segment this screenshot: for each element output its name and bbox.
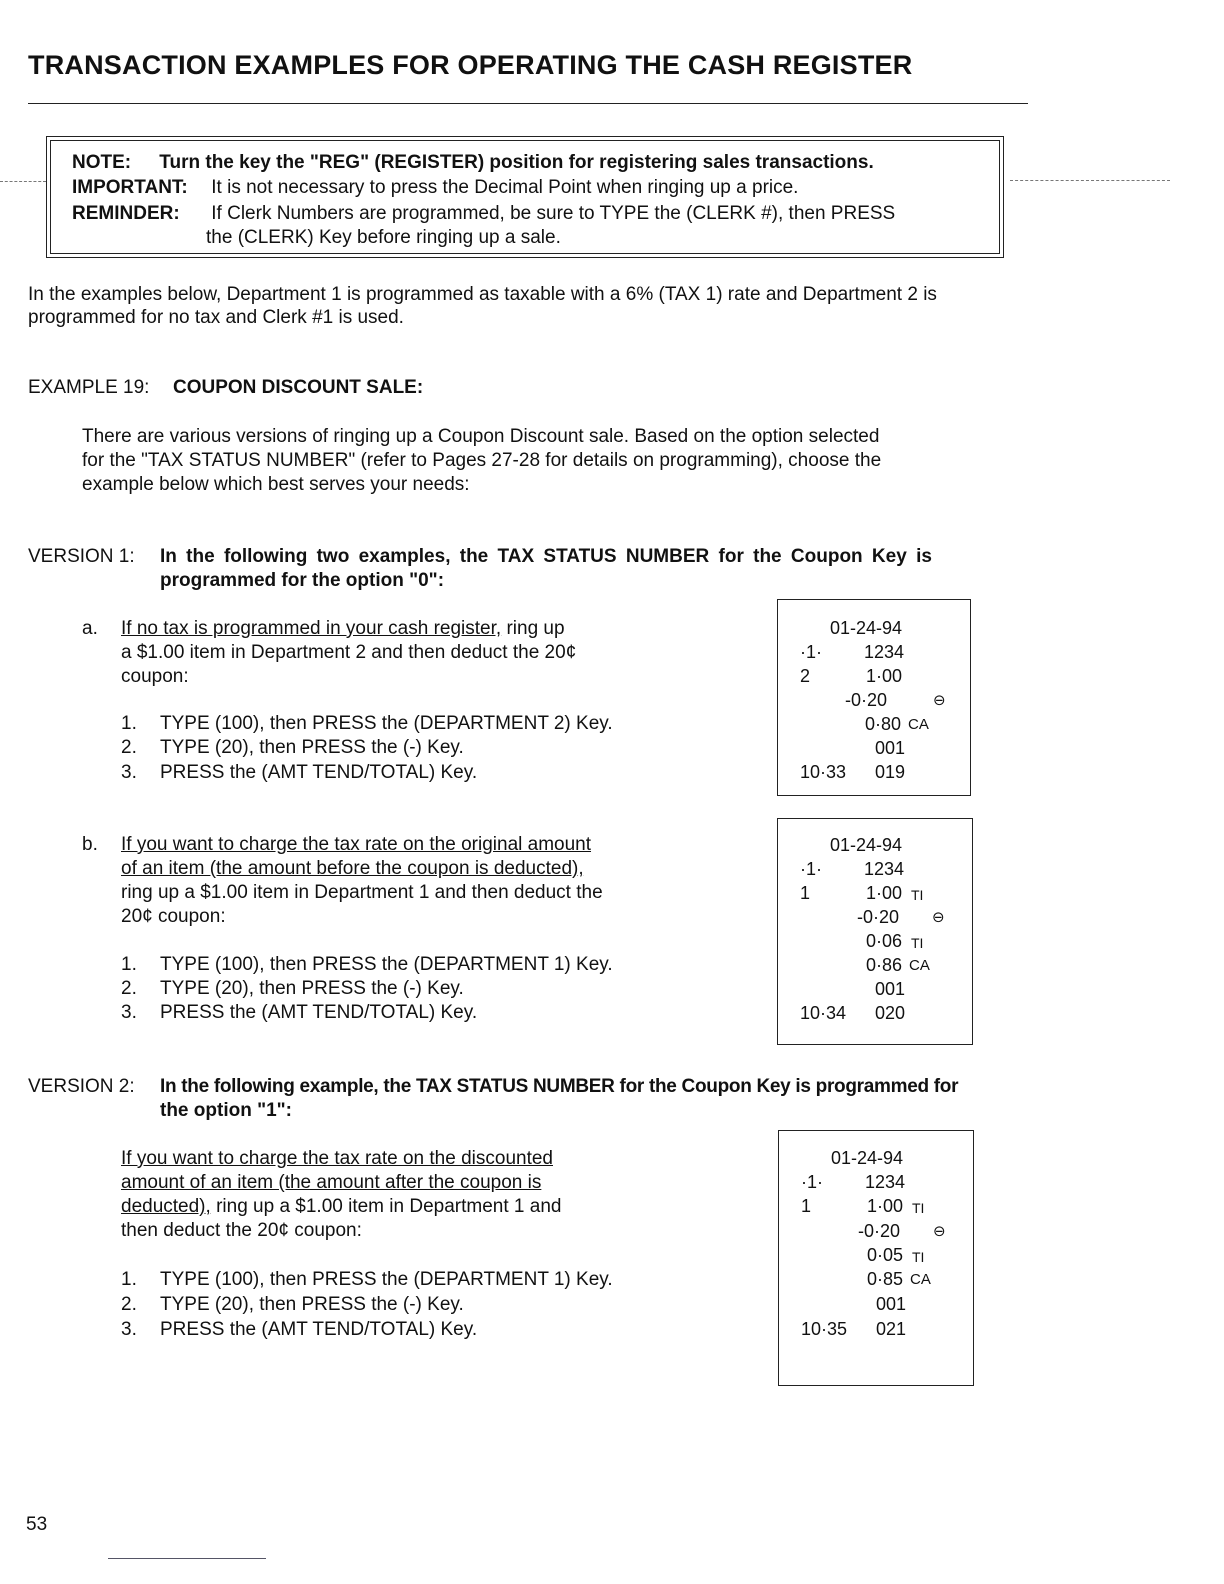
version2-step-3-num: 3. xyxy=(121,1319,137,1340)
example-b-underlined-2: of an item (the amount before the coupon is deducted), xyxy=(121,858,584,879)
note-text: Turn the key the "REG" (REGISTER) position for registering sales transactions. xyxy=(159,152,874,173)
receipt-count: 001 xyxy=(875,979,906,999)
receipt-count: 001 xyxy=(876,1294,907,1314)
example-a-step-1: TYPE (100), then PRESS the (DEPARTMENT 2) Key. xyxy=(160,713,613,734)
example-desc-1: There are various versions of ringing up a Coupon Discount sale. Based on the option selected xyxy=(82,426,880,447)
example-b-letter: b. xyxy=(82,834,98,855)
page-number: 53 xyxy=(26,1514,48,1535)
example-label: EXAMPLE 19: xyxy=(28,377,150,398)
version2-underlined-2: amount of an item (the amount after the coupon is xyxy=(121,1172,542,1193)
reminder-line xyxy=(72,203,895,225)
receipt-clerk: ·1· xyxy=(800,859,822,879)
intro-line-2: programmed for no tax and Clerk #1 is used. xyxy=(28,307,404,328)
receipt-total-amount: 0·80 xyxy=(865,714,902,734)
example-a-letter: a. xyxy=(82,618,98,639)
version2-step-1: TYPE (100), then PRESS the (DEPARTMENT 1) Key. xyxy=(160,1269,613,1290)
receipt-date: 01-24-94 xyxy=(830,835,903,855)
reminder-label: REMINDER: xyxy=(72,203,180,224)
receipt-date: 01-24-94 xyxy=(831,1148,904,1168)
receipt-seq: 019 xyxy=(875,762,906,782)
version2-line-4: then deduct the 20¢ coupon: xyxy=(121,1220,362,1241)
example-a-line-3: coupon: xyxy=(121,666,189,687)
note-line xyxy=(72,152,874,174)
reminder-text-1: If Clerk Numbers are programmed, be sure to TYPE the (CLERK #), then PRESS xyxy=(211,203,896,224)
receipt-coupon-amount: -0·20 xyxy=(858,1221,901,1241)
version2-underlined-3: deducted), xyxy=(121,1196,211,1217)
receipt-example-a xyxy=(777,599,971,796)
receipt-tax-amount: 0·06 xyxy=(866,931,903,951)
version2-step-1-num: 1. xyxy=(121,1269,137,1290)
receipt-total-symbol: CA xyxy=(908,716,929,733)
example-a-step-2-num: 2. xyxy=(121,737,137,758)
example-a-underlined: If no tax is programmed in your cash register, xyxy=(121,618,502,639)
version2-line-3 xyxy=(121,1195,561,1219)
example-b-line-4: 20¢ coupon: xyxy=(121,906,226,927)
example-title: COUPON DISCOUNT SALE: xyxy=(173,377,424,398)
receipt-seq: 020 xyxy=(875,1003,906,1023)
version2-line-1: In the following example, the TAX STATUS NUMBER for the Coupon Key is programmed for xyxy=(160,1076,959,1097)
receipt-total-amount: 0·85 xyxy=(867,1269,904,1289)
example-b-step-2-num: 2. xyxy=(121,978,137,999)
receipt-time: 10·35 xyxy=(801,1319,848,1339)
example-b-step-1-num: 1. xyxy=(121,954,137,975)
example-a-step-3: PRESS the (AMT TEND/TOTAL) Key. xyxy=(160,762,478,783)
receipt-total-symbol: CA xyxy=(909,957,930,974)
receipt-clerk: ·1· xyxy=(801,1172,823,1192)
example-a-rest: ring up xyxy=(501,618,565,639)
version2-step-2: TYPE (20), then PRESS the (-) Key. xyxy=(160,1294,464,1315)
example-a-line-1 xyxy=(121,617,565,641)
coupon-symbol-icon: ⊖ xyxy=(932,909,945,926)
important-label: IMPORTANT: xyxy=(72,177,188,198)
important-text: It is not necessary to press the Decimal Point when ringing up a price. xyxy=(211,177,799,198)
footnote-rule xyxy=(108,1558,266,1559)
receipt-item-symbol: TI xyxy=(911,887,924,903)
receipt-tax-symbol: TI xyxy=(912,1249,925,1265)
example-desc-2: for the "TAX STATUS NUMBER" (refer to Pages 27-28 for details on programming), choose the xyxy=(82,450,882,471)
version1-label: VERSION 1: xyxy=(28,546,135,567)
important-line xyxy=(72,177,798,199)
scan-mark-right xyxy=(1010,180,1170,181)
example-b-step-2: TYPE (20), then PRESS the (-) Key. xyxy=(160,978,464,999)
version2-step-3: PRESS the (AMT TEND/TOTAL) Key. xyxy=(160,1319,478,1340)
note-label: NOTE: xyxy=(72,152,132,173)
receipt-date: 01-24-94 xyxy=(830,618,903,638)
version2-rest-3: ring up a $1.00 item in Department 1 and xyxy=(210,1196,562,1217)
example-a-step-2: TYPE (20), then PRESS the (-) Key. xyxy=(160,737,464,758)
scan-mark-left xyxy=(0,181,46,182)
example-desc-3: example below which best serves your needs: xyxy=(82,474,470,495)
note-box xyxy=(46,136,1004,258)
example-b-step-1: TYPE (100), then PRESS the (DEPARTMENT 1) Key. xyxy=(160,954,613,975)
receipt-item-amount: 1·00 xyxy=(867,1196,904,1216)
intro-line-1: In the examples below, Department 1 is programmed as taxable with a 6% (TAX 1) rate and Department 2 is xyxy=(28,284,937,305)
example-b-line-3: ring up a $1.00 item in Department 1 and then deduct the xyxy=(121,882,603,903)
reminder-text-2: the (CLERK) Key before ringing up a sale. xyxy=(206,227,561,248)
example-b-step-3-num: 3. xyxy=(121,1002,137,1023)
receipt-code: 1234 xyxy=(865,1172,906,1192)
receipt-time: 10·34 xyxy=(800,1003,847,1023)
receipt-version2 xyxy=(778,1130,974,1386)
receipt-coupon-amount: -0·20 xyxy=(845,690,888,710)
receipt-dept: 1 xyxy=(800,883,811,903)
title-rule xyxy=(28,103,1028,104)
receipt-time: 10·33 xyxy=(800,762,847,782)
coupon-symbol-icon: ⊖ xyxy=(933,1223,946,1240)
receipt-item-symbol: TI xyxy=(912,1200,925,1216)
receipt-count: 001 xyxy=(875,738,906,758)
example-a-step-1-num: 1. xyxy=(121,713,137,734)
version2-underlined-1: If you want to charge the tax rate on the discounted xyxy=(121,1148,553,1169)
example-a-line-2: a $1.00 item in Department 2 and then deduct the 20¢ xyxy=(121,642,577,663)
version1-line-1: In the following two examples, the TAX STATUS NUMBER for the Coupon Key is xyxy=(160,546,932,567)
receipt-example-b xyxy=(777,818,973,1045)
receipt-seq: 021 xyxy=(876,1319,907,1339)
receipt-clerk: ·1· xyxy=(800,642,822,662)
receipt-item-amount: 1·00 xyxy=(866,666,903,686)
receipt-dept: 1 xyxy=(801,1196,812,1216)
receipt-tax-symbol: TI xyxy=(911,935,924,951)
example-heading xyxy=(28,376,423,400)
example-b-step-3: PRESS the (AMT TEND/TOTAL) Key. xyxy=(160,1002,478,1023)
coupon-symbol-icon: ⊖ xyxy=(933,692,946,709)
receipt-total-symbol: CA xyxy=(910,1271,931,1288)
version2-label: VERSION 2: xyxy=(28,1076,135,1097)
receipt-tax-amount: 0·05 xyxy=(867,1245,904,1265)
example-b-underlined-1: If you want to charge the tax rate on the original amount xyxy=(121,834,592,855)
receipt-item-amount: 1·00 xyxy=(866,883,903,903)
receipt-code: 1234 xyxy=(864,859,905,879)
receipt-dept: 2 xyxy=(800,666,811,686)
version2-line-2: the option "1": xyxy=(160,1100,292,1121)
example-a-step-3-num: 3. xyxy=(121,762,137,783)
version2-step-2-num: 2. xyxy=(121,1294,137,1315)
receipt-coupon-amount: -0·20 xyxy=(857,907,900,927)
page-title: TRANSACTION EXAMPLES FOR OPERATING THE CASH REGISTER xyxy=(28,50,913,80)
receipt-total-amount: 0·86 xyxy=(866,955,903,975)
version1-line-2: programmed for the option "0": xyxy=(160,570,445,591)
receipt-code: 1234 xyxy=(864,642,905,662)
